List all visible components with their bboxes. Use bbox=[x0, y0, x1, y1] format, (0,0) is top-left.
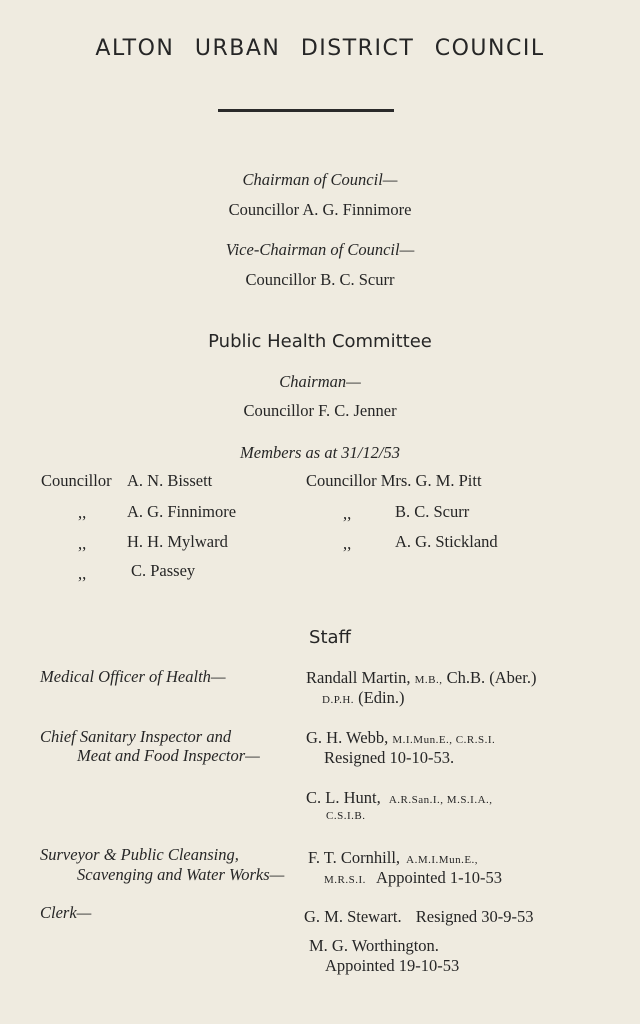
surveyor-label: Scavenging and Water Works— bbox=[77, 865, 285, 884]
csi-name: G. H. Webb, bbox=[306, 728, 389, 747]
moh-label: Medical Officer of Health— bbox=[40, 667, 226, 686]
surveyor-note: Appointed 1-10-53 bbox=[376, 868, 503, 887]
chairman-label: Chairman of Council— bbox=[242, 170, 398, 189]
member-name: Councillor Mrs. G. M. Pitt bbox=[306, 471, 482, 490]
surveyor-quals2: M.R.S.I. bbox=[324, 874, 366, 886]
clerk-name2: M. G. Worthington. bbox=[309, 936, 439, 955]
staff-heading: Staff bbox=[309, 627, 351, 648]
member-name: A. G. Finnimore bbox=[127, 502, 237, 521]
ditto-mark: ,, bbox=[78, 564, 87, 583]
csi-note: Resigned 10-10-53. bbox=[324, 748, 455, 767]
vice-chairman-label: Vice-Chairman of Council— bbox=[225, 240, 415, 259]
csi-label: Meat and Food Inspector— bbox=[77, 746, 260, 765]
csi-quals2b: C.S.I.B. bbox=[326, 810, 366, 822]
member-name: A. G. Stickland bbox=[395, 532, 498, 551]
surveyor-name: F. T. Cornhill, bbox=[308, 848, 401, 867]
member-name: B. C. Scurr bbox=[395, 502, 470, 521]
moh-name: Randall Martin, bbox=[306, 668, 411, 687]
members-label: Members as at 31/12/53 bbox=[240, 443, 400, 462]
member-title: Councillor bbox=[41, 471, 112, 490]
ditto-mark: ,, bbox=[78, 534, 87, 553]
committee-chairman-label: Chairman— bbox=[279, 372, 361, 391]
moh-quals3: D.P.H. bbox=[322, 694, 355, 706]
moh-quals4: (Edin.) bbox=[358, 688, 405, 707]
clerk-note: Resigned 30-9-53 bbox=[415, 907, 534, 926]
moh-quals: M.B., bbox=[414, 674, 443, 686]
member-name: A. N. Bissett bbox=[127, 471, 213, 490]
csi-quals: M.I.Mun.E., C.R.S.I. bbox=[392, 734, 496, 746]
surveyor-label: Surveyor & Public Cleansing, bbox=[40, 845, 239, 864]
csi-label: Chief Sanitary Inspector and bbox=[40, 727, 232, 746]
ditto-mark: ,, bbox=[343, 534, 352, 553]
csi-name2: C. L. Hunt, bbox=[306, 788, 381, 807]
ditto-mark: ,, bbox=[78, 503, 87, 522]
moh-quals2: Ch.B. (Aber.) bbox=[446, 668, 537, 687]
clerk-note2: Appointed 19-10-53 bbox=[325, 956, 460, 975]
clerk-label: Clerk— bbox=[40, 903, 92, 922]
member-name: C. Passey bbox=[131, 561, 196, 580]
ditto-mark: ,, bbox=[343, 504, 352, 523]
chairman-name: Councillor A. G. Finnimore bbox=[228, 200, 412, 219]
committee-heading: Public Health Committee bbox=[208, 331, 432, 352]
committee-chairman-name: Councillor F. C. Jenner bbox=[243, 401, 397, 420]
surveyor-quals: A.M.I.Mun.E., bbox=[406, 854, 479, 866]
page-title: ALTON URBAN DISTRICT COUNCIL bbox=[95, 36, 545, 61]
vice-chairman-name: Councillor B. C. Scurr bbox=[245, 270, 395, 289]
clerk-name: G. M. Stewart. bbox=[304, 907, 402, 926]
title-rule bbox=[218, 109, 394, 112]
csi-quals2: A.R.San.I., M.S.I.A., bbox=[388, 794, 493, 806]
member-name: H. H. Mylward bbox=[127, 532, 228, 551]
